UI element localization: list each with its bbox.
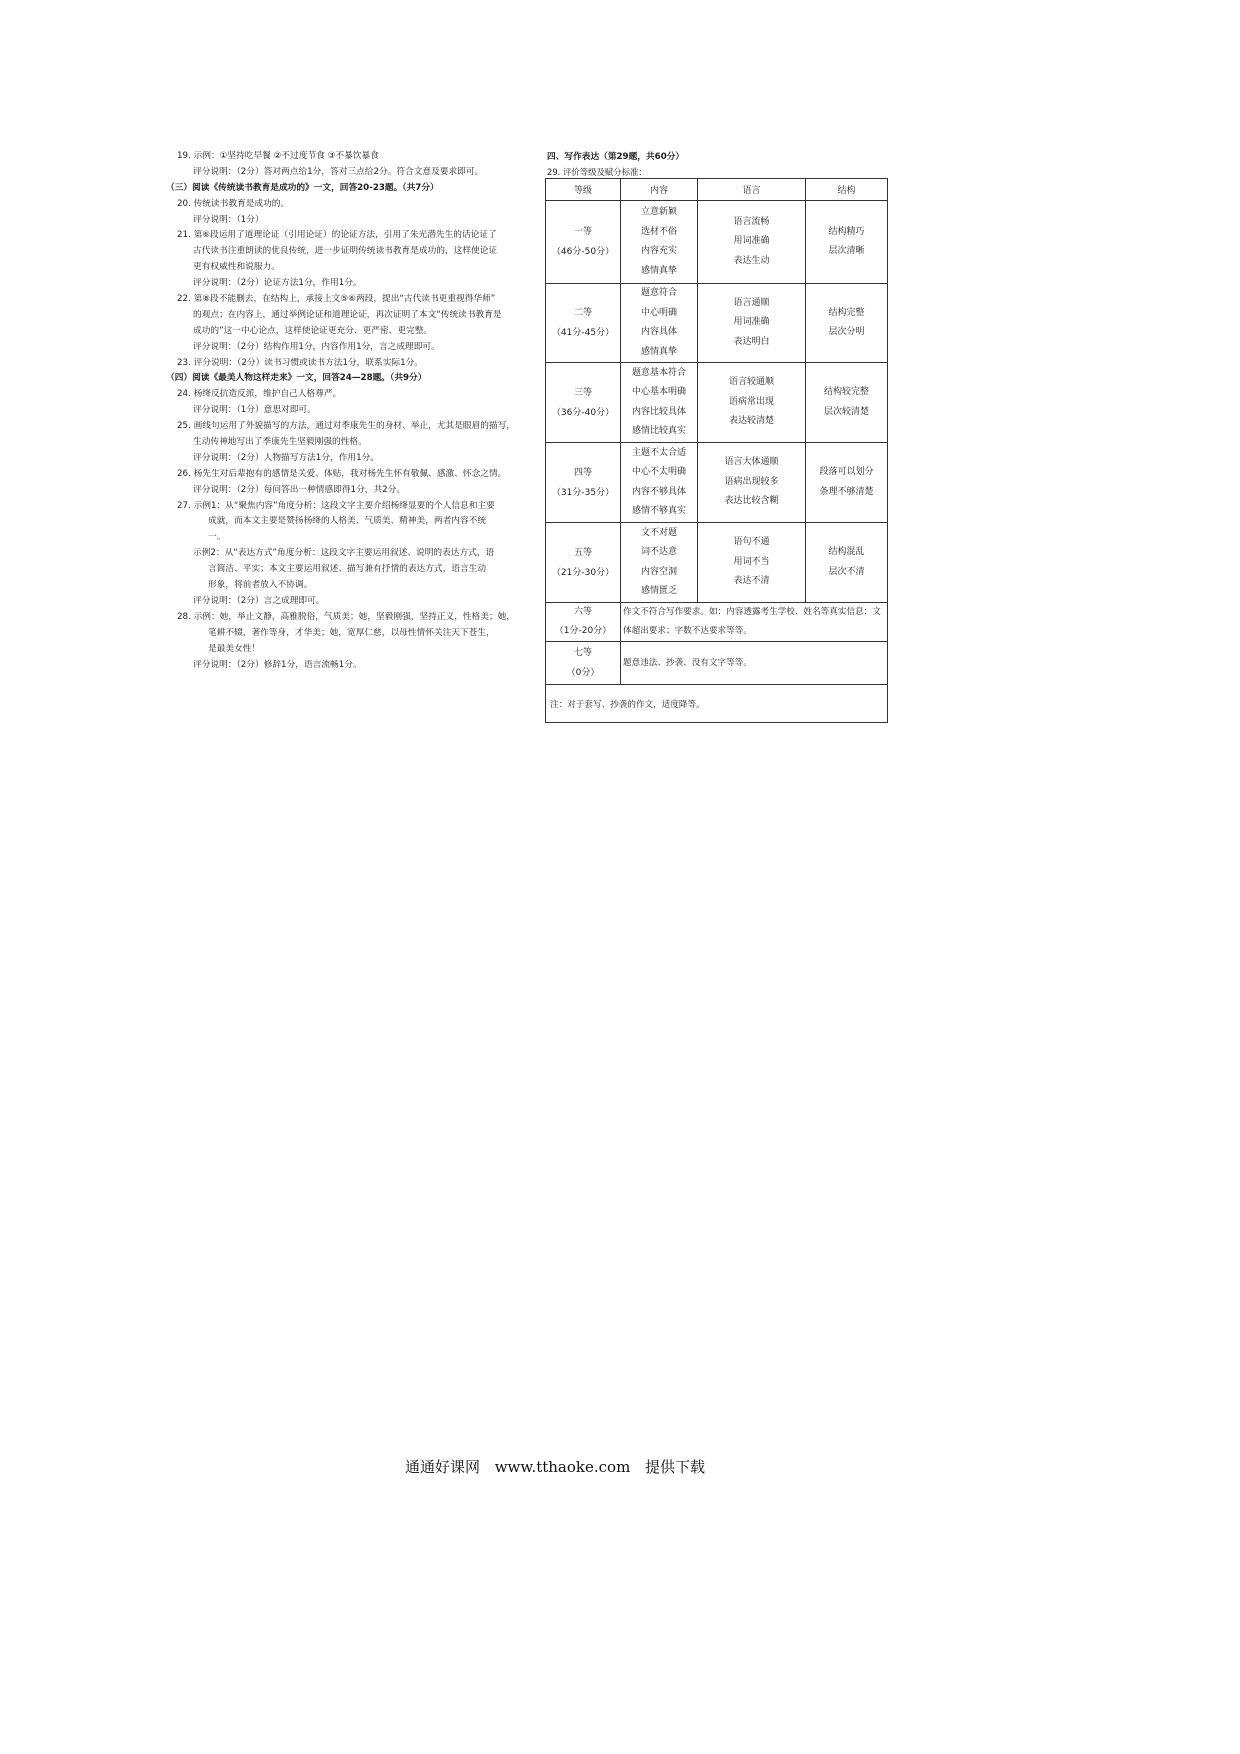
language-cell <box>698 523 806 603</box>
language-criterion: 用词准确 <box>733 317 770 328</box>
section-heading: （三）阅读《传统读书教育是成功的》一文，回答20-23题。（共7分） <box>166 182 439 193</box>
rubric-row <box>546 363 888 443</box>
content-criterion: 选材不俗 <box>640 226 677 237</box>
answer-line: 19. 示例：①坚持吃早餐 ②不过度节食 ③不暴饮暴食 <box>177 151 379 161</box>
answer-line: 24. 杨绛反抗造反派，维护自己人格尊严。 <box>177 389 342 400</box>
language-criterion: 语病出现较多 <box>724 476 779 487</box>
language-cell <box>698 363 806 443</box>
rubric-row <box>546 201 888 284</box>
answer-line: 20. 传统读书教育是成功的。 <box>177 198 290 209</box>
content-cell <box>621 201 698 284</box>
scoring-note: 评分说明：（2分）言之成理即可。 <box>193 595 325 606</box>
content-criterion: 立意新颖 <box>640 207 677 217</box>
grade-cell <box>546 603 621 642</box>
scoring-note: 23. 评分说明：（2分）读书习惯或读书方法1分，联系实际1分。 <box>177 357 423 368</box>
structure-cell <box>806 201 888 284</box>
answer-line: 28. 示例：她，举止文静，高雅脱俗，气质美；她，坚毅刚强，坚持正义，性格美；她， <box>177 611 516 622</box>
scoring-note: 评分说明：（1分） <box>193 214 264 225</box>
rubric-note: 注：对于套写、抄袭的作文，适度降等。 <box>546 685 888 723</box>
language-criterion: 表达较清楚 <box>728 416 774 427</box>
content-criterion: 题意基本符合 <box>631 367 686 378</box>
description-cell <box>621 603 888 642</box>
grade-score: （0分） <box>566 668 600 678</box>
content-criterion: 中心不太明确 <box>631 467 686 477</box>
answer-line: 成就，而本文主要是赞扬杨绛的人格美、气质美、精神美，两者内容不统 <box>208 516 486 527</box>
language-cell <box>698 201 806 284</box>
content-criterion: 主题不太合适 <box>631 447 686 458</box>
answer-line: 25. 画线句运用了外貌描写的方法，通过对季康先生的身材、举止，尤其是眼眉的描写， <box>177 421 516 432</box>
grade-name: 三等 <box>573 387 592 398</box>
scoring-note: 评分说明：（2分）人物描写方法1分，作用1分。 <box>193 452 379 463</box>
scoring-note: 评分说明：（2分）每问答出一种情感即得1分，共2分。 <box>193 484 406 495</box>
content-criterion: 内容空洞 <box>640 566 677 577</box>
rubric-row <box>546 523 888 603</box>
structure-criterion: 结构混乱 <box>828 547 865 557</box>
content-criterion: 感情不够真实 <box>631 506 686 516</box>
answer-line: 示例2：从“表达方式”角度分析：这段文字主要运用叙述、说明的表达方式，语 <box>193 548 495 559</box>
content-criterion: 感情匮乏 <box>640 586 677 596</box>
content-cell <box>621 523 698 603</box>
language-criterion: 语言大体通顺 <box>724 457 779 468</box>
grade-score: （21分-30分） <box>551 567 615 578</box>
language-criterion: 语句不通 <box>733 537 770 548</box>
description-line: 作文不符合写作要求。如：内容透露考生学校、姓名等真实信息；文 <box>623 607 881 617</box>
answer-line: 成功的”这一中心论点，这样使论证更充分、更严密、更完整。 <box>193 325 433 336</box>
answer-line: 的观点；在内容上，通过举例论证和道理论证，再次证明了本文“传统读书教育是 <box>193 309 502 320</box>
content-criterion: 内容具体 <box>640 327 677 337</box>
language-criterion: 表达明白 <box>733 336 770 347</box>
answer-line: 21. 第⑥段运用了道理论证（引用论证）的论证方法，引用了朱光潜先生的话论证了 <box>177 230 497 241</box>
answer-key-column <box>0 149 540 673</box>
rubric-row <box>546 284 888 363</box>
grade-cell <box>546 363 621 443</box>
language-criterion: 用词准确 <box>733 236 770 247</box>
rubric-row <box>546 443 888 523</box>
section-heading: （四）阅读《最美人物这样走来》一文，回答24—28题。（共9分） <box>166 373 427 384</box>
structure-criterion: 结构精巧 <box>828 226 865 237</box>
download-footer: 通通好课网 www.tthaoke.com 提供下载 <box>404 1458 706 1476</box>
header-language: 语言 <box>698 179 806 201</box>
header-grade: 等级 <box>546 179 621 201</box>
grade-cell <box>546 523 621 603</box>
structure-criterion: 条理不够清楚 <box>819 486 874 497</box>
structure-criterion: 层次较清楚 <box>823 406 869 417</box>
content-criterion: 中心基本明确 <box>631 387 686 397</box>
language-criterion: 表达生动 <box>733 255 770 266</box>
content-cell <box>621 363 698 443</box>
content-criterion: 文不对题 <box>640 527 677 538</box>
rubric-note-row <box>546 685 888 723</box>
grade-cell <box>546 201 621 284</box>
scoring-note: 评分说明：（2分）修辞1分，语言流畅1分。 <box>193 659 362 670</box>
grade-cell <box>546 642 621 685</box>
grade-name: 二等 <box>573 308 592 318</box>
language-criterion: 语病常出现 <box>728 396 774 407</box>
header-structure: 结构 <box>806 179 888 201</box>
description-line: 体超出要求；字数不达要求等等。 <box>623 626 752 636</box>
structure-criterion: 层次不清 <box>828 566 865 577</box>
language-cell <box>698 284 806 363</box>
language-criterion: 表达比较含糊 <box>724 496 779 507</box>
rubric-header-row <box>546 179 888 201</box>
structure-criterion: 段落可以划分 <box>819 467 874 477</box>
section-heading: 四、写作表达（第29题，共60分） <box>547 152 685 162</box>
answer-line: 言简洁、平实；本文主要运用叙述、描写兼有抒情的表达方式，语言生动 <box>208 564 486 575</box>
grade-name: 六等 <box>573 607 592 617</box>
content-criterion: 词不达意 <box>640 547 677 557</box>
language-criterion: 语言通顺 <box>733 297 770 308</box>
answer-line: 26. 杨先生对后辈抱有的感情是关爱、体贴，我对杨先生怀有敬佩、感激、怀念之情。 <box>177 468 507 479</box>
grade-name: 一等 <box>573 227 592 237</box>
answer-line: 古代读书注重朗读的优良传统，进一步证明传统读书教育是成功的，这样使论证 <box>193 246 498 257</box>
language-criterion: 用词不当 <box>733 556 770 567</box>
grade-score: （46分-50分） <box>551 247 615 257</box>
grade-cell <box>546 443 621 523</box>
grade-name: 四等 <box>573 467 592 478</box>
content-criterion: 内容不够具体 <box>631 486 686 497</box>
structure-cell <box>806 363 888 443</box>
structure-cell <box>806 443 888 523</box>
answer-line: 是最美女性！ <box>208 643 261 654</box>
content-criterion: 感情真挚 <box>640 346 677 357</box>
structure-criterion: 结构较完整 <box>823 387 869 397</box>
scoring-note: 评分说明：（2分）答对两点给1分，答对三点给2分。符合文意及要求即可。 <box>193 166 484 177</box>
structure-cell <box>806 523 888 603</box>
content-criterion: 感情比较真实 <box>631 426 686 436</box>
answer-line: 更有权威性和说服力。 <box>193 262 280 273</box>
content-criterion: 中心明确 <box>640 307 677 318</box>
language-cell <box>698 443 806 523</box>
language-criterion: 语言流畅 <box>733 216 770 227</box>
answer-line: 27. 示例1：从“聚焦内容”角度分析：这段文字主要介绍杨绛显要的个人信息和主要 <box>177 500 495 511</box>
description-cell <box>621 642 888 685</box>
answer-line: 笔耕不辍，著作等身，才华美；她，宽厚仁慈，以母性情怀关注天下苍生， <box>208 627 495 638</box>
header-content: 内容 <box>621 179 698 201</box>
structure-criterion: 层次分明 <box>828 327 865 337</box>
grade-name: 七等 <box>573 647 592 658</box>
structure-criterion: 结构完整 <box>828 307 865 318</box>
rubric-row <box>546 603 888 642</box>
grade-score: （36分-40分） <box>551 407 615 418</box>
rubric-table <box>545 178 888 723</box>
answer-line: 形象，将前者放入不协调。 <box>208 580 313 591</box>
grade-score: （1分-20分） <box>554 626 612 636</box>
language-criterion: 表达不清 <box>733 576 770 587</box>
content-cell <box>621 284 698 363</box>
rubric-row <box>546 642 888 685</box>
grade-score: （31分-35分） <box>551 487 615 498</box>
scoring-note: 评分说明：（2分）结构作用1分，内容作用1分，言之成理即可。 <box>193 341 440 352</box>
structure-criterion: 层次清晰 <box>828 246 865 256</box>
question-label: 29. 评价等级及赋分标准： <box>547 167 647 177</box>
scoring-note: 评分说明：（1分）意思对即可。 <box>193 405 316 416</box>
answer-line: 一。 <box>208 532 226 543</box>
answer-line: 生动传神地写出了季康先生坚毅刚强的性格。 <box>193 437 367 448</box>
structure-cell <box>806 284 888 363</box>
content-cell <box>621 443 698 523</box>
language-criterion: 语言较通顺 <box>728 377 774 388</box>
answer-line: 22. 第⑧段不能删去，在结构上，承接上文⑤⑥两段，提出“古代读书更重视得华师” <box>177 294 496 305</box>
content-criterion: 题意符合 <box>640 288 677 298</box>
content-criterion: 感情真挚 <box>640 265 677 276</box>
grade-cell <box>546 284 621 363</box>
grade-name: 五等 <box>573 547 592 558</box>
content-criterion: 内容比较具体 <box>631 406 686 417</box>
content-criterion: 内容充实 <box>640 246 677 256</box>
scoring-note: 评分说明：（2分）论证方法1分，作用1分。 <box>193 278 362 289</box>
description-line: 题意违法、抄袭、没有文字等等。 <box>623 657 752 668</box>
grade-score: （41分-45分） <box>551 328 615 338</box>
